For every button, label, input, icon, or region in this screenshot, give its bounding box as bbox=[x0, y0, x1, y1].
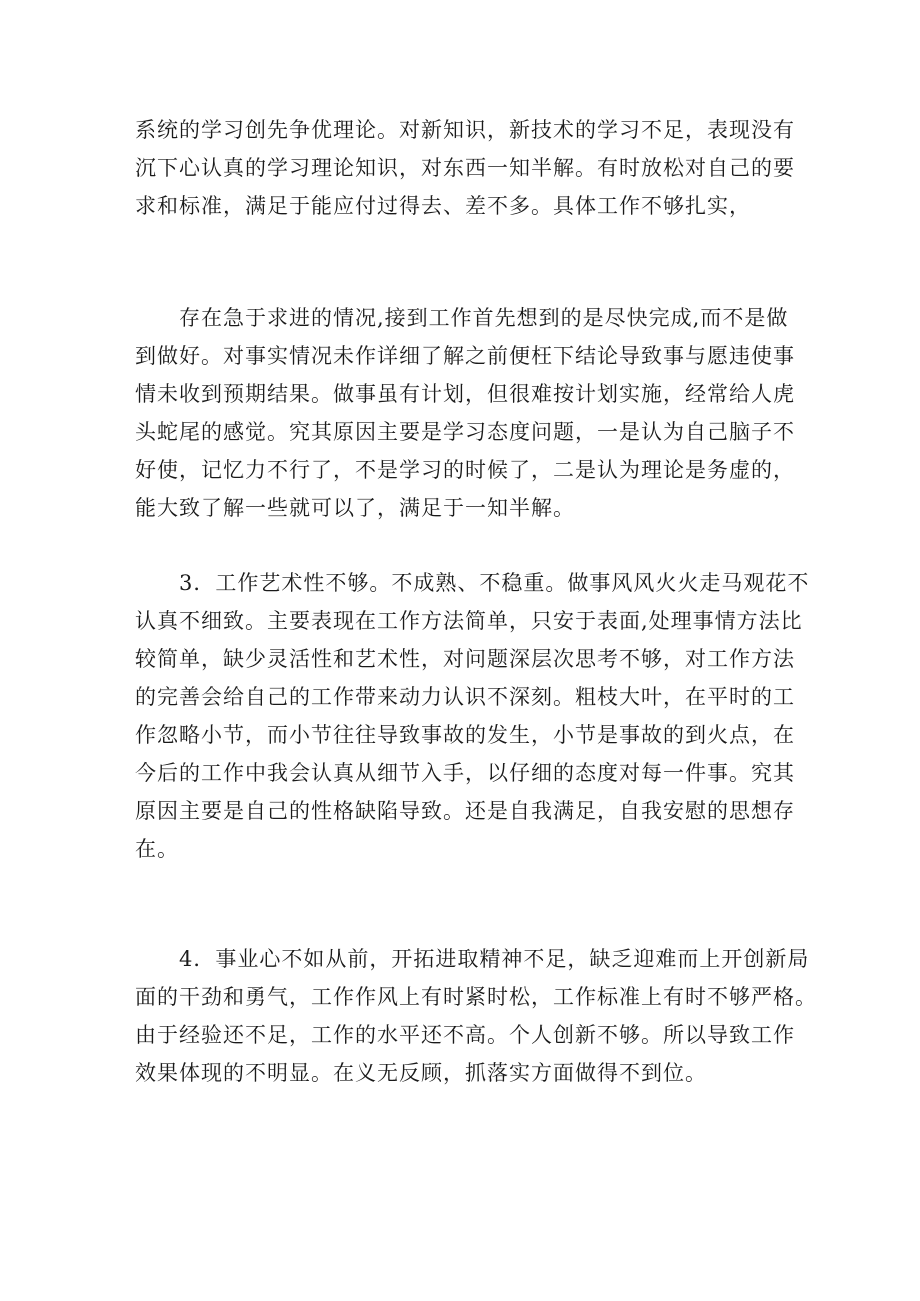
text-line: 到做好。对事实情况未作详细了解之前便枉下结论导致事与愿违使事 bbox=[135, 344, 795, 368]
paragraph-4 bbox=[135, 940, 817, 1092]
text-line: 今后的工作中我会认真从细节入手，以仔细的态度对每一件事。究其 bbox=[135, 761, 795, 785]
text-line: 效果体现的不明显。在义无反顾，抓落实方面做得不到位。 bbox=[135, 1061, 707, 1085]
paragraph-1 bbox=[135, 111, 795, 225]
text-line: 求和标准，满足于能应付过得去、差不多。具体工作不够扎实， bbox=[135, 194, 751, 218]
text-line: 3．工作艺术性不够。不成熟、不稳重。做事风风火火走马观花不 bbox=[135, 571, 810, 595]
text-line: 情未收到预期结果。做事虽有计划，但很难按计划实施，经常给人虎 bbox=[135, 382, 795, 406]
text-line: 存在急于求进的情况,接到工作首先想到的是尽快完成,而不是做 bbox=[135, 306, 789, 330]
text-line: 能大致了解一些就可以了，满足于一知半解。 bbox=[135, 496, 575, 520]
paragraph-3 bbox=[135, 564, 809, 868]
text-line: 头蛇尾的感觉。究其原因主要是学习态度问题，一是认为自己脑子不 bbox=[135, 420, 795, 444]
text-line: 认真不细致。主要表现在工作方法简单，只安于表面,处理事情方法比 bbox=[135, 609, 803, 633]
text-line: 好使，记忆力不行了，不是学习的时候了，二是认为理论是务虚的， bbox=[135, 458, 795, 482]
text-line: 的完善会给自己的工作带来动力认识不深刻。粗枝大叶，在平时的工 bbox=[135, 685, 795, 709]
text-line: 由于经验还不足，工作的水平还不高。个人创新不够。所以导致工作 bbox=[135, 1023, 795, 1047]
text-line: 在。 bbox=[135, 837, 179, 861]
text-line: 原因主要是自己的性格缺陷导致。还是自我满足，自我安慰的思想存 bbox=[135, 799, 795, 823]
text-line: 4．事业心不如从前，开拓进取精神不足，缺乏迎难而上开创新局 bbox=[135, 947, 810, 971]
paragraph-2 bbox=[135, 299, 795, 527]
text-line: 作忽略小节，而小节往往导致事故的发生，小节是事故的到火点，在 bbox=[135, 723, 795, 747]
text-line: 面的干劲和勇气，工作作风上有时紧时松，工作标准上有时不够严格。 bbox=[135, 985, 817, 1009]
text-line: 沉下心认真的学习理论知识，对东西一知半解。有时放松对自己的要 bbox=[135, 156, 795, 180]
text-line: 系统的学习创先争优理论。对新知识，新技术的学习不足，表现没有 bbox=[135, 118, 795, 142]
text-line: 较简单，缺少灵活性和艺术性，对问题深层次思考不够，对工作方法 bbox=[135, 647, 795, 671]
